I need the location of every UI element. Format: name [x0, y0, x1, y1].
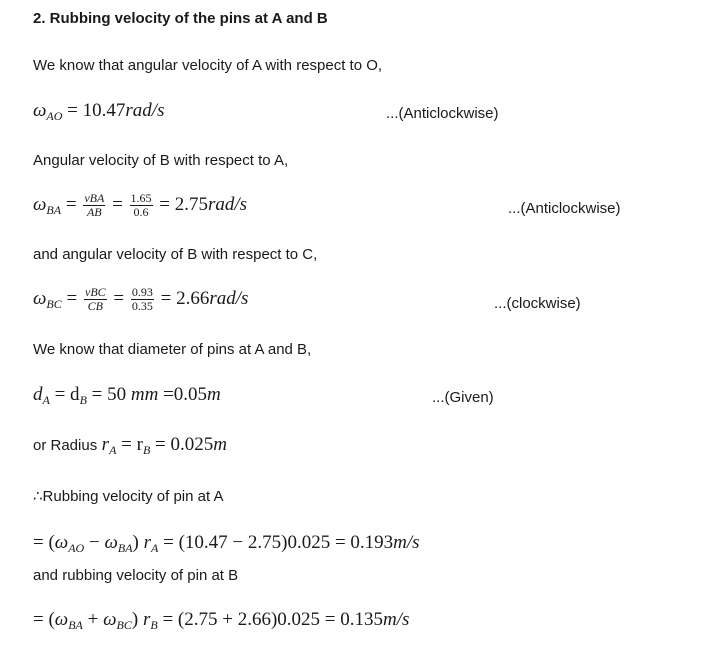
equation-omega-ao: $\omega_{AO} = 10.47rad/s$ [33, 100, 165, 123]
fraction-values-ba: $\frac{1.65}{0.6}$ [130, 191, 152, 219]
text-line-1: We know that angular velocity of A with respect to O, [33, 57, 383, 74]
text-line-3: and angular velocity of B with respect to C, [33, 246, 318, 263]
text-line-2: Angular velocity of B with respect to A, [33, 152, 289, 169]
note-clockwise: ...(clockwise) [494, 295, 581, 312]
fraction-values-bc: $\frac{0.93}{0.35}$ [131, 285, 153, 313]
equation-omega-bc: $\omega_{BC}$ = $\frac{\text{vBC}}{CB}$ = $\frac{0.93}{0.35}$ = 2.66rad/s [33, 285, 249, 313]
note-anticlockwise-2: ...(Anticlockwise) [508, 200, 621, 217]
equation-radius: or Radius $r_A = r_B = 0.025m$ [33, 434, 227, 457]
therefore-symbol: ∴ [33, 488, 43, 505]
equation-rubbing-b: = $(\omega_{BA} + \omega_{BC}) r_B = (2.75 + 2.66)0.025 = 0.135m/s$ [33, 609, 410, 632]
equation-omega-ba: $\omega_{BA}$ = $\frac{\text{vBA}}{AB}$ = $\frac{1.65}{0.6}$ = 2.75rad/s [33, 191, 248, 219]
fraction-vba-ab: $\frac{\text{vBA}}{AB}$ [84, 191, 105, 219]
note-given: ...(Given) [432, 389, 494, 406]
text-line-4: We know that diameter of pins at A and B, [33, 341, 312, 358]
section-heading: 2. Rubbing velocity of the pins at A and B [33, 10, 328, 27]
text-line-7: and rubbing velocity of pin at B [33, 567, 239, 584]
equation-rubbing-a: = $(\omega_{AO} - \omega_{BA}) r_A = (10.47 - 2.75)0.025 = 0.193m/s$ [33, 532, 420, 555]
fraction-vbc-cb: $\frac{\text{vBC}}{CB}$ [84, 285, 106, 313]
equation-diameter: $d_A = d_B = 50$ mm =0.05m [33, 384, 221, 407]
text-line-6: ∴Rubbing velocity of pin at A [33, 488, 224, 505]
note-anticlockwise-1: ...(Anticlockwise) [386, 105, 499, 122]
